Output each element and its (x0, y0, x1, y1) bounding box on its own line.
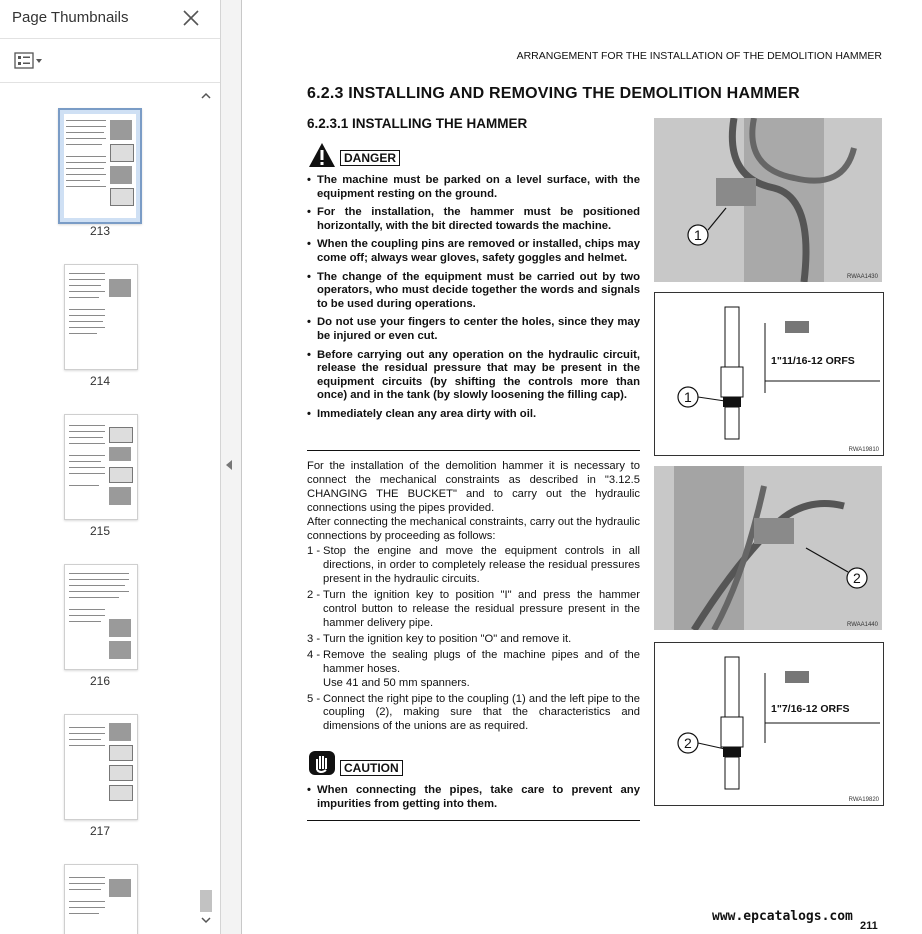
thumbnail-214[interactable] (64, 264, 138, 370)
scroll-up-icon[interactable] (199, 90, 213, 104)
list-item: • For the installation, the hammer must be positioned horizontally, with the bit directed towards the machine. (307, 206, 640, 233)
figure-caption: RWAA1440 (846, 622, 878, 628)
caution-notice (308, 750, 408, 776)
figure-caption: RWAA1430 (846, 274, 878, 280)
step-item (307, 545, 640, 587)
list-item: • The machine must be parked on a level surface, with the equipment resting on the ground. (307, 174, 640, 201)
list-item: • When the coupling pins are removed or installed, chips may come off; always wear gloves, safety goggles and helmet. (307, 238, 640, 265)
thumbnail-page-preview (69, 869, 133, 934)
thumbnail-label: 216 (89, 674, 111, 688)
instructions (307, 460, 640, 734)
list-item: • When connecting the pipes, take care to prevent any impurities from getting into them. (307, 784, 640, 811)
thumbnails-panel (0, 0, 221, 934)
section-title: 6.2.3 INSTALLING AND REMOVING THE DEMOLITION HAMMER (307, 85, 800, 102)
step-number: 4 - (307, 648, 321, 661)
step-text: Turn the ignition key to position "O" and remove it. (323, 632, 572, 645)
step-text: Connect the right pipe to the coupling (1) and the left pipe to the coupling (2), making sure that the characteristics and dimensions of the unions are as required. (323, 692, 640, 733)
danger-bullets (307, 174, 640, 427)
thumbnail-page-preview (64, 114, 136, 218)
document-page (242, 0, 922, 934)
figure-caption: RWA19810 (848, 447, 879, 453)
thumbnail-page-preview (69, 269, 133, 365)
thumbnail-label: 214 (89, 374, 111, 388)
thumbnail-label: 213 (89, 224, 111, 238)
thumbnail-213[interactable] (58, 108, 142, 224)
close-icon[interactable] (180, 7, 202, 29)
list-item: • Before carrying out any operation on the hydraulic circuit, release the residual pressure that may be present in the equipment circuits (by shifting the controls more than once) and in the tank (by slowly loosening the filling cap). (307, 349, 640, 403)
fitting-size-label: 1"11/16-12 ORFS (771, 355, 855, 367)
page-number: 211 (860, 920, 878, 932)
watermark: www.epcatalogs.com (712, 909, 853, 924)
step-text: Turn the ignition key to position "I" and press the hammer control button to release the residual pressure present in the hammer delivery pipe. (323, 589, 640, 629)
step-item (307, 633, 640, 647)
thumbnail-217[interactable] (64, 714, 138, 820)
danger-notice (308, 142, 408, 168)
panel-header (0, 0, 220, 39)
divider (307, 820, 640, 821)
figure-drawing-2 (654, 642, 884, 806)
collapse-arrow-icon[interactable] (226, 460, 232, 470)
fitting-drawing-2 (655, 643, 883, 805)
step-number: 5 - (307, 692, 321, 705)
list-item: • The change of the equipment must be carried out by two operators, who must decide together the words and signals to be used during operations. (307, 271, 640, 312)
list-item: • Immediately clean any area dirty with oil. (307, 408, 640, 422)
list-item: • Do not use your fingers to center the holes, since they may be injured or even cut. (307, 316, 640, 343)
caution-label: CAUTION (340, 760, 403, 776)
figure-drawing-1 (654, 292, 884, 456)
divider (307, 450, 640, 451)
figure-caption: RWA19820 (848, 797, 879, 803)
step-item (307, 589, 640, 631)
thumbnail-label: 215 (89, 524, 111, 538)
step-number: 3 - (307, 632, 321, 645)
callout-number: 2 (853, 570, 861, 586)
step-number: 2 - (307, 589, 321, 602)
hydraulic-photo-2 (654, 466, 882, 630)
caution-bullets (307, 784, 640, 816)
step-text: Remove the sealing plugs of the machine pipes and of the hammer hoses. (323, 648, 640, 675)
thumbnail-page-preview (69, 719, 133, 815)
step-item (307, 693, 640, 735)
intro-paragraph: After connecting the mechanical constraints, carry out the hydraulic connections by proceeding as follows: (307, 515, 640, 542)
step-extra: Use 41 and 50 mm spanners. (323, 676, 470, 689)
fitting-drawing-1 (655, 293, 883, 455)
callout-number: 1 (694, 227, 702, 243)
running-header: ARRANGEMENT FOR THE INSTALLATION OF THE DEMOLITION HAMMER (516, 50, 882, 62)
thumbnail-218[interactable] (64, 864, 138, 934)
step-text: Stop the engine and move the equipment controls in all directions, in order to completely release the residual pressures present in the hydraulic circuits. (323, 545, 640, 586)
thumbnail-page-preview (69, 569, 133, 665)
figure-photo-coupling-1 (654, 118, 882, 282)
thumbnail-216[interactable] (64, 564, 138, 670)
scrollbar-thumb[interactable] (200, 890, 212, 912)
danger-icon (308, 142, 336, 168)
thumbnail-options-icon[interactable] (14, 52, 46, 70)
panel-title: Page Thumbnails (12, 9, 129, 26)
step-item (307, 649, 640, 691)
thumbnail-215[interactable] (64, 414, 138, 520)
callout-number: 1 (684, 389, 692, 405)
hydraulic-photo-1 (654, 118, 882, 282)
danger-label: DANGER (340, 150, 400, 166)
caution-hand-icon (308, 750, 336, 776)
figure-photo-coupling-2 (654, 466, 882, 630)
callout-number: 2 (684, 735, 692, 751)
thumbnail-list (0, 84, 198, 934)
subsection-title: 6.2.3.1 INSTALLING THE HAMMER (307, 116, 528, 131)
step-number: 1 - (307, 545, 321, 558)
thumbnail-page-preview (69, 419, 133, 515)
fitting-size-label: 1"7/16-12 ORFS (771, 703, 850, 715)
intro-paragraph: For the installation of the demolition hammer it is necessary to connect the mechanical constraints as described in "3.12.5 CHANGING THE BUCKET" and to carry out the hydraulic connections using the pipes provided. (307, 460, 640, 514)
thumbnail-label: 217 (89, 824, 111, 838)
scroll-down-icon[interactable] (199, 914, 213, 928)
